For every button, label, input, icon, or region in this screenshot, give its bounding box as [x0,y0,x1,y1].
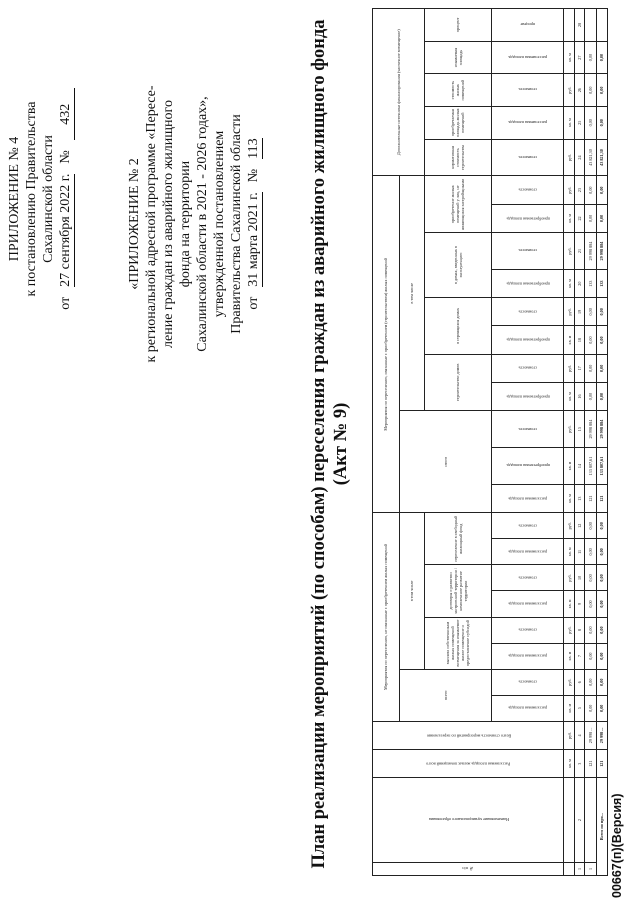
total-cell: 0,00 [596,695,607,721]
unit-cell: кв. м [564,382,575,410]
from-label: от [246,296,261,310]
appendix-line: Сахалинской области [41,135,56,263]
row-cell: 0,00 [585,617,596,643]
header-acquire-secondary: приобретение жилых помещений у лиц, не являющихся застройщиками [424,176,491,233]
total-cell: 0,00 [596,204,607,232]
header-acquire-finished: в домах, введенных в эксплуатацию [424,233,491,298]
total-cell: 0,00 [596,106,607,139]
total-cell: 0,00 [596,513,607,539]
header-itogo: итого [399,411,491,513]
table-row [585,9,596,876]
units-row [564,9,575,876]
subheader-area: расселяемая площадь [492,41,564,74]
total-cell: 0,00 [596,382,607,410]
header-vsego: всего [399,669,491,721]
subheader-cost: стоимость [492,233,564,270]
appendix-header [6,49,75,349]
total-cell: 0,00 [596,176,607,204]
appendix-prev-line: «ПРИЛОЖЕНИЕ № 2 [127,158,142,290]
header-extra-1: нормативная стоимость строительства [424,139,491,176]
subheader-cost: стоимость [492,354,564,382]
subheader-area: расселяемая площадь [492,106,564,139]
total-cost: 29 998 ... [596,721,607,749]
header-incl-1: в том числе [399,513,424,669]
title-subline: (Акт № 9) [331,402,351,486]
unit-cell: кв. м [564,643,575,669]
total-cell: 0,00 [596,539,607,565]
unit-cell [564,862,575,875]
row-cell: 0,00 [585,513,596,539]
unit-cell: руб. [564,139,575,176]
total-row [596,9,607,876]
header-extra-2: приобретаемая площадь жилых помещений [424,106,491,139]
col-number: 6 [575,669,585,695]
row-cell: 0,00 [585,204,596,232]
appendix-number: 432 [57,88,75,140]
unit-cell: кв. м [564,695,575,721]
header-buyout: выплата собственникам жилых помещений возмещения за изымаемое жилое помещение и предоставление субсидий [424,617,491,669]
subheader-area: расселяемая площадь [492,485,564,513]
appendix-prev-line: Сахалинской области в 2021 - 2026 годах», [195,96,210,352]
total-cell: 133 807,61 [596,448,607,485]
unit-cell: кв. м [564,106,575,139]
appendix-prev-date: 31 марта 2021 г. [246,192,261,287]
subheader-acq-area: приобретаемая площадь [492,382,564,410]
row-cell: 0,00 [585,298,596,326]
row-name [585,778,596,863]
col-number: 11 [575,539,585,565]
subheader-area: расселяемая площадь [492,539,564,565]
col-number: 20 [575,269,585,297]
header-other-fund: переселение в свободный жилищный фонд [424,513,491,565]
column-numbers-row [575,9,585,876]
col-number: 12 [575,513,585,539]
col-number: 15 [575,411,585,448]
subheader-cost: стоимость [492,411,564,448]
total-cell: 0,00 [596,298,607,326]
unit-cell: руб. [564,565,575,591]
col-number: 18 [575,326,585,354]
total-cell: 0,00 [596,41,607,74]
subheader-cost: стоимость [492,298,564,326]
row-cell: 0,00 [585,539,596,565]
appendix-prev-line: ление граждан из аварийного жилищного [161,100,176,348]
header-agreements: договоры о развитии застроенной территории / комплексное развитие территории [424,565,491,617]
unit-cell: руб. [564,74,575,107]
unit-cell: кв. м [564,41,575,74]
header-extra-4: изымаемая площадь [424,41,491,74]
total-cell: 0,00 [596,354,607,382]
plan-table [372,8,608,876]
page-title [308,14,352,874]
row-cell [585,9,596,42]
header-no: № п/п [373,862,564,875]
col-number: 2 [575,778,585,863]
unit-cell [564,778,575,863]
row-cell: 0,00 [585,176,596,204]
row-no: 1 [585,862,596,875]
header-cost-total: Всего стоимость мероприятий по переселению [373,721,564,749]
header-acquire-building: в строящихся домах [424,298,491,354]
total-cell: 0,00 [596,591,607,617]
col-number: 23 [575,176,585,204]
unit-cell: руб. [564,411,575,448]
subheader-area: расселяемая площадь [492,591,564,617]
row-cell: 0,00 [585,591,596,617]
appendix-signature [57,49,75,349]
col-number: 13 [575,485,585,513]
header-incl-2: в том числе [399,176,424,411]
total-area: 121 [596,750,607,778]
unit-cell: руб. [564,233,575,270]
appendix-prev-header [126,24,263,424]
total-cell: 0,00 [596,669,607,695]
row-cell: 0,00 [585,695,596,721]
appendix-line: к постановлению Правительства [24,101,39,297]
unit-cell: кв. м [564,750,575,778]
col-number: 21 [575,233,585,270]
appendix-prev-number: 113 [246,138,261,159]
total-cell: 43 821,30 [596,139,607,176]
unit-cell: руб. [564,354,575,382]
header-extra-3: стоимость жилых помещений [424,74,491,107]
row-cell: 0,00 [585,74,596,107]
subheader-area: расселяемая площадь [492,643,564,669]
unit-cell: руб. [564,513,575,539]
col-number: 3 [575,750,585,778]
row-cell: 133 [585,269,596,297]
from-label: от [58,296,73,310]
header-extra-sources: Дополнительные источники финансирования (частичное возмещение) [373,9,425,176]
unit-cell: руб. [564,721,575,749]
appendix-prev-line: к региональной адресной программе «Пересе- [144,85,159,363]
row-cell: 0,00 [585,106,596,139]
row-cell: 0,00 [585,354,596,382]
row-cell: 133 807,61 [585,448,596,485]
appendix-prev-signature [245,24,263,424]
col-number: 9 [575,591,585,617]
appendix-prev-line: фонда на территории [178,160,193,288]
total-cell: 0,00 [596,617,607,643]
header-group-not-acquisition: Мероприятия по переселению, не связанные с приобретением жилых помещений [373,513,400,722]
unit-cell: руб. [564,176,575,204]
unit-cell: кв. м [564,269,575,297]
unit-cell: кв. м [564,204,575,232]
subheader-acq-area: приобретаемая площадь [492,326,564,354]
total-cell: 0,00 [596,74,607,107]
col-number: 24 [575,139,585,176]
unit-cell [564,9,575,42]
subheader-acq-area: приобретаемая площадь [492,448,564,485]
row-cell: 43 821,30 [585,139,596,176]
subheader-area: расселяемая площадь [492,695,564,721]
header-construction: строительство домов [424,354,491,410]
unit-cell: кв. м [564,326,575,354]
total-cell: 29 998 884 [596,233,607,270]
row-cell: 29 998 884 [585,411,596,448]
row-cell: 0,00 [585,382,596,410]
number-label: № [58,150,73,164]
col-number: 27 [575,41,585,74]
col-number: 4 [575,721,585,749]
subheader-cost: стоимость [492,513,564,539]
unit-cell: руб. [564,617,575,643]
col-number: 19 [575,298,585,326]
subheader-acq-area: приобретаемая площадь [492,269,564,297]
col-number: 25 [575,106,585,139]
row-cell: 0,00 [585,326,596,354]
subheader-cost: стоимость [492,74,564,107]
unit-cell: руб. [564,298,575,326]
col-number: 26 [575,74,585,107]
subheader-cost: стоимость [492,617,564,643]
col-number: 22 [575,204,585,232]
unit-cell: кв. м [564,539,575,565]
col-number: 14 [575,448,585,485]
row-cell: 0,00 [585,565,596,591]
row-area: 121 [585,750,596,778]
total-label: Всего по про... [596,778,607,876]
appendix-date: 27 сентября 2022 г. [58,173,73,287]
row-cell: 0,00 [585,669,596,695]
total-cell [596,9,607,42]
subheader-cost: стоимость [492,565,564,591]
header-area-total: Расселяемая площадь жилых помещений всего [373,750,564,778]
row-cell: 0,00 [585,643,596,669]
unit-cell: кв. м [564,591,575,617]
col-number: 28 [575,9,585,42]
document-code: 00667(п)(Версия) [610,793,624,898]
subheader-percent: процент [492,9,564,42]
col-number: 16 [575,382,585,410]
total-cell: 0,00 [596,565,607,591]
col-number: 5 [575,695,585,721]
subheader-cost: стоимость [492,669,564,695]
unit-cell: кв. м [564,448,575,485]
appendix-prev-line: утвержденной постановлением [212,130,227,318]
header-name: Наименование муниципального образования [373,778,564,863]
col-number: 7 [575,643,585,669]
total-cell: 29 998 884 [596,411,607,448]
col-number: 8 [575,617,585,643]
total-cell: 121 [596,485,607,513]
row-cell: 121 [585,485,596,513]
header-extra-5: процент [424,9,491,42]
subheader-cost: стоимость [492,176,564,204]
col-number: 1 [575,862,585,875]
number-label: № [246,168,261,183]
total-cell: 133 [596,269,607,297]
appendix-prev-line: Правительства Сахалинской области [229,114,244,334]
header-group-acquisition: Мероприятия по переселению, связанные с приобретением (строительством) жилых помещений [373,176,400,513]
appendix-line: ПРИЛОЖЕНИЕ № 4 [7,136,22,262]
title-line: План реализации мероприятий (по способам) переселения граждан из аварийного жилищного фонда [309,19,329,869]
subheader-cost: стоимость [492,139,564,176]
total-cell: 0,00 [596,326,607,354]
col-number: 10 [575,565,585,591]
col-number: 17 [575,354,585,382]
row-cell: 29 998 884 [585,233,596,270]
row-cost: 29 998 ... [585,721,596,749]
unit-cell: кв. м [564,485,575,513]
row-cell: 0,00 [585,41,596,74]
total-cell: 0,00 [596,643,607,669]
unit-cell: руб. [564,669,575,695]
subheader-acq-area: приобретаемая площадь [492,204,564,232]
